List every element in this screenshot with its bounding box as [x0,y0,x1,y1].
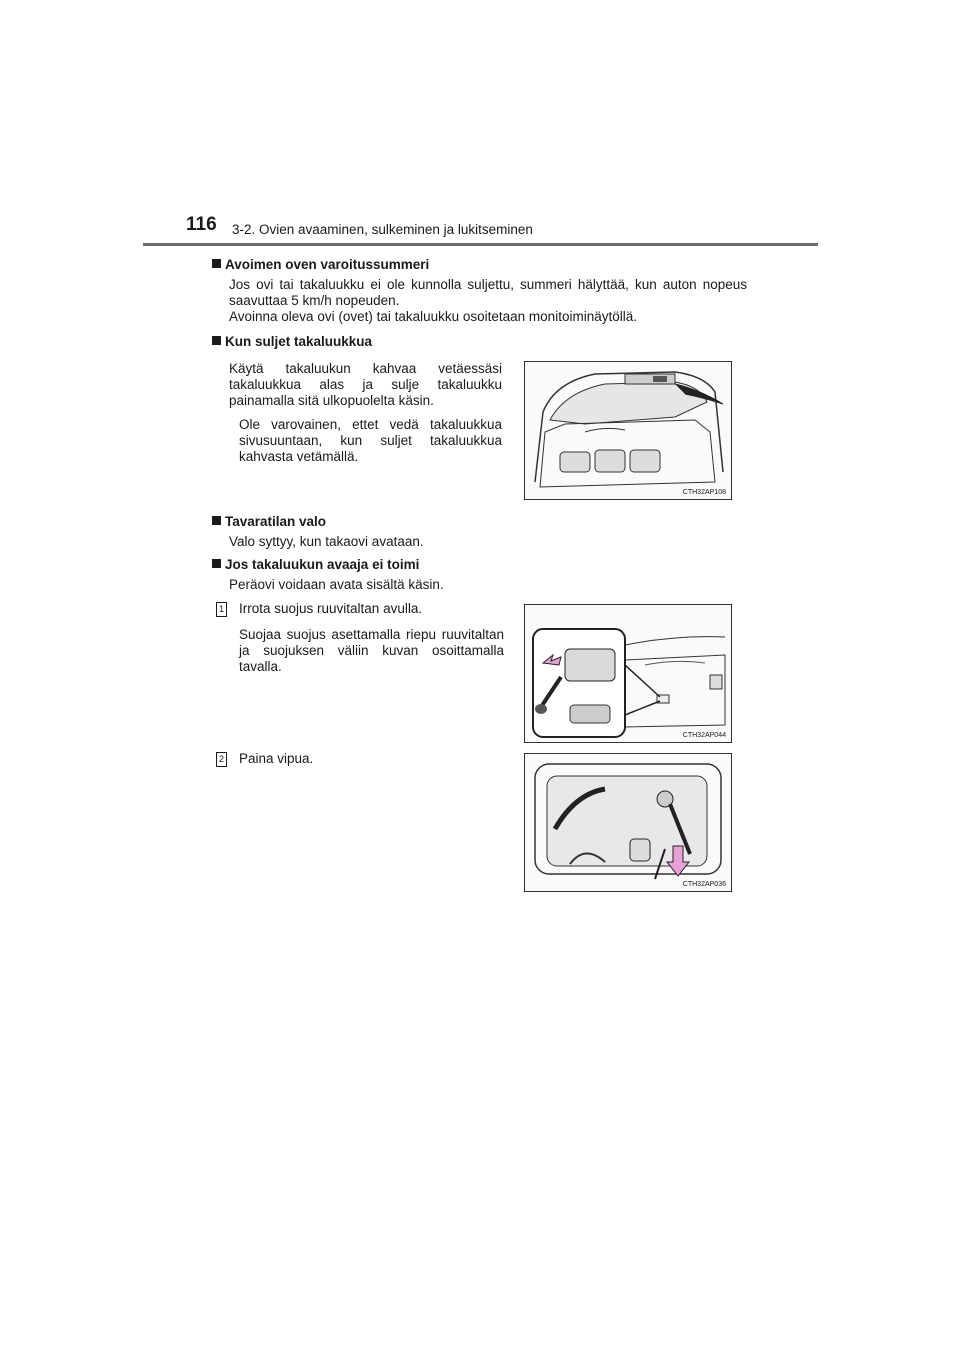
figure-code: CTH32AP044 [682,732,726,739]
square-bullet-icon [212,559,221,568]
tailgate-illustration [525,362,731,499]
section-closing-tailgate [212,334,502,465]
lever-illustration [525,754,731,891]
square-bullet-icon [212,259,221,268]
step-note: Suojaa suojus asettamalla riepu ruuvitaltan ja suojuksen väliin kuvan osoittamalla tavalla. [239,627,504,674]
section-heading: Jos takaluukun avaaja ei toimi [212,557,747,573]
paragraph: Käytä takaluukun kahvaa vetäessäsi takaluukkua alas ja sulje takaluukku painamalla sitä ulkopuolelta käsin. [229,361,502,408]
figure-tailgate-handle [524,361,732,500]
paragraph: Jos ovi tai takaluukku ei ole kunnolla suljettu, summeri hälyttää, kun auton nopeus saavuttaa 5 km/h nopeuden. [229,277,747,308]
square-bullet-icon [212,516,221,525]
section-heading: Tavaratilan valo [212,514,747,530]
section-heading: Kun suljet takaluukkua [212,334,502,350]
paragraph: Valo syttyy, kun takaovi avataan. [229,534,424,549]
section-opener-fails [212,557,747,593]
step-text: Irrota suojus ruuvitaltan avulla. [239,601,423,616]
step-number-badge: 2 [216,752,227,767]
section-door-warning [212,257,747,325]
figure-code: CTH32AP036 [682,881,726,888]
header-rule [143,243,818,246]
square-bullet-icon [212,336,221,345]
cover-removal-illustration [525,605,731,742]
paragraph: Avoinna oleva ovi (ovet) tai takaluukku osoitetaan monitoiminäytöllä. [229,309,637,324]
step-2 [239,751,504,767]
figure-remove-cover [524,604,732,743]
page-number: 116 [186,214,217,235]
section-cargo-light [212,514,747,550]
step-1 [239,601,504,675]
figure-code: CTH32AP108 [682,489,726,496]
section-title: 3-2. Ovien avaaminen, sulkeminen ja lukitseminen [232,222,533,237]
figure-press-lever [524,753,732,892]
section-heading: Avoimen oven varoitussummeri [212,257,747,273]
step-text: Paina vipua. [239,751,314,766]
step-number-badge: 1 [216,602,227,617]
caution-note: Ole varovainen, ettet vedä takaluukkua sivusuuntaan, kun suljet takaluukkua kahvasta vetämällä. [239,417,502,464]
paragraph: Peräovi voidaan avata sisältä käsin. [229,577,444,592]
